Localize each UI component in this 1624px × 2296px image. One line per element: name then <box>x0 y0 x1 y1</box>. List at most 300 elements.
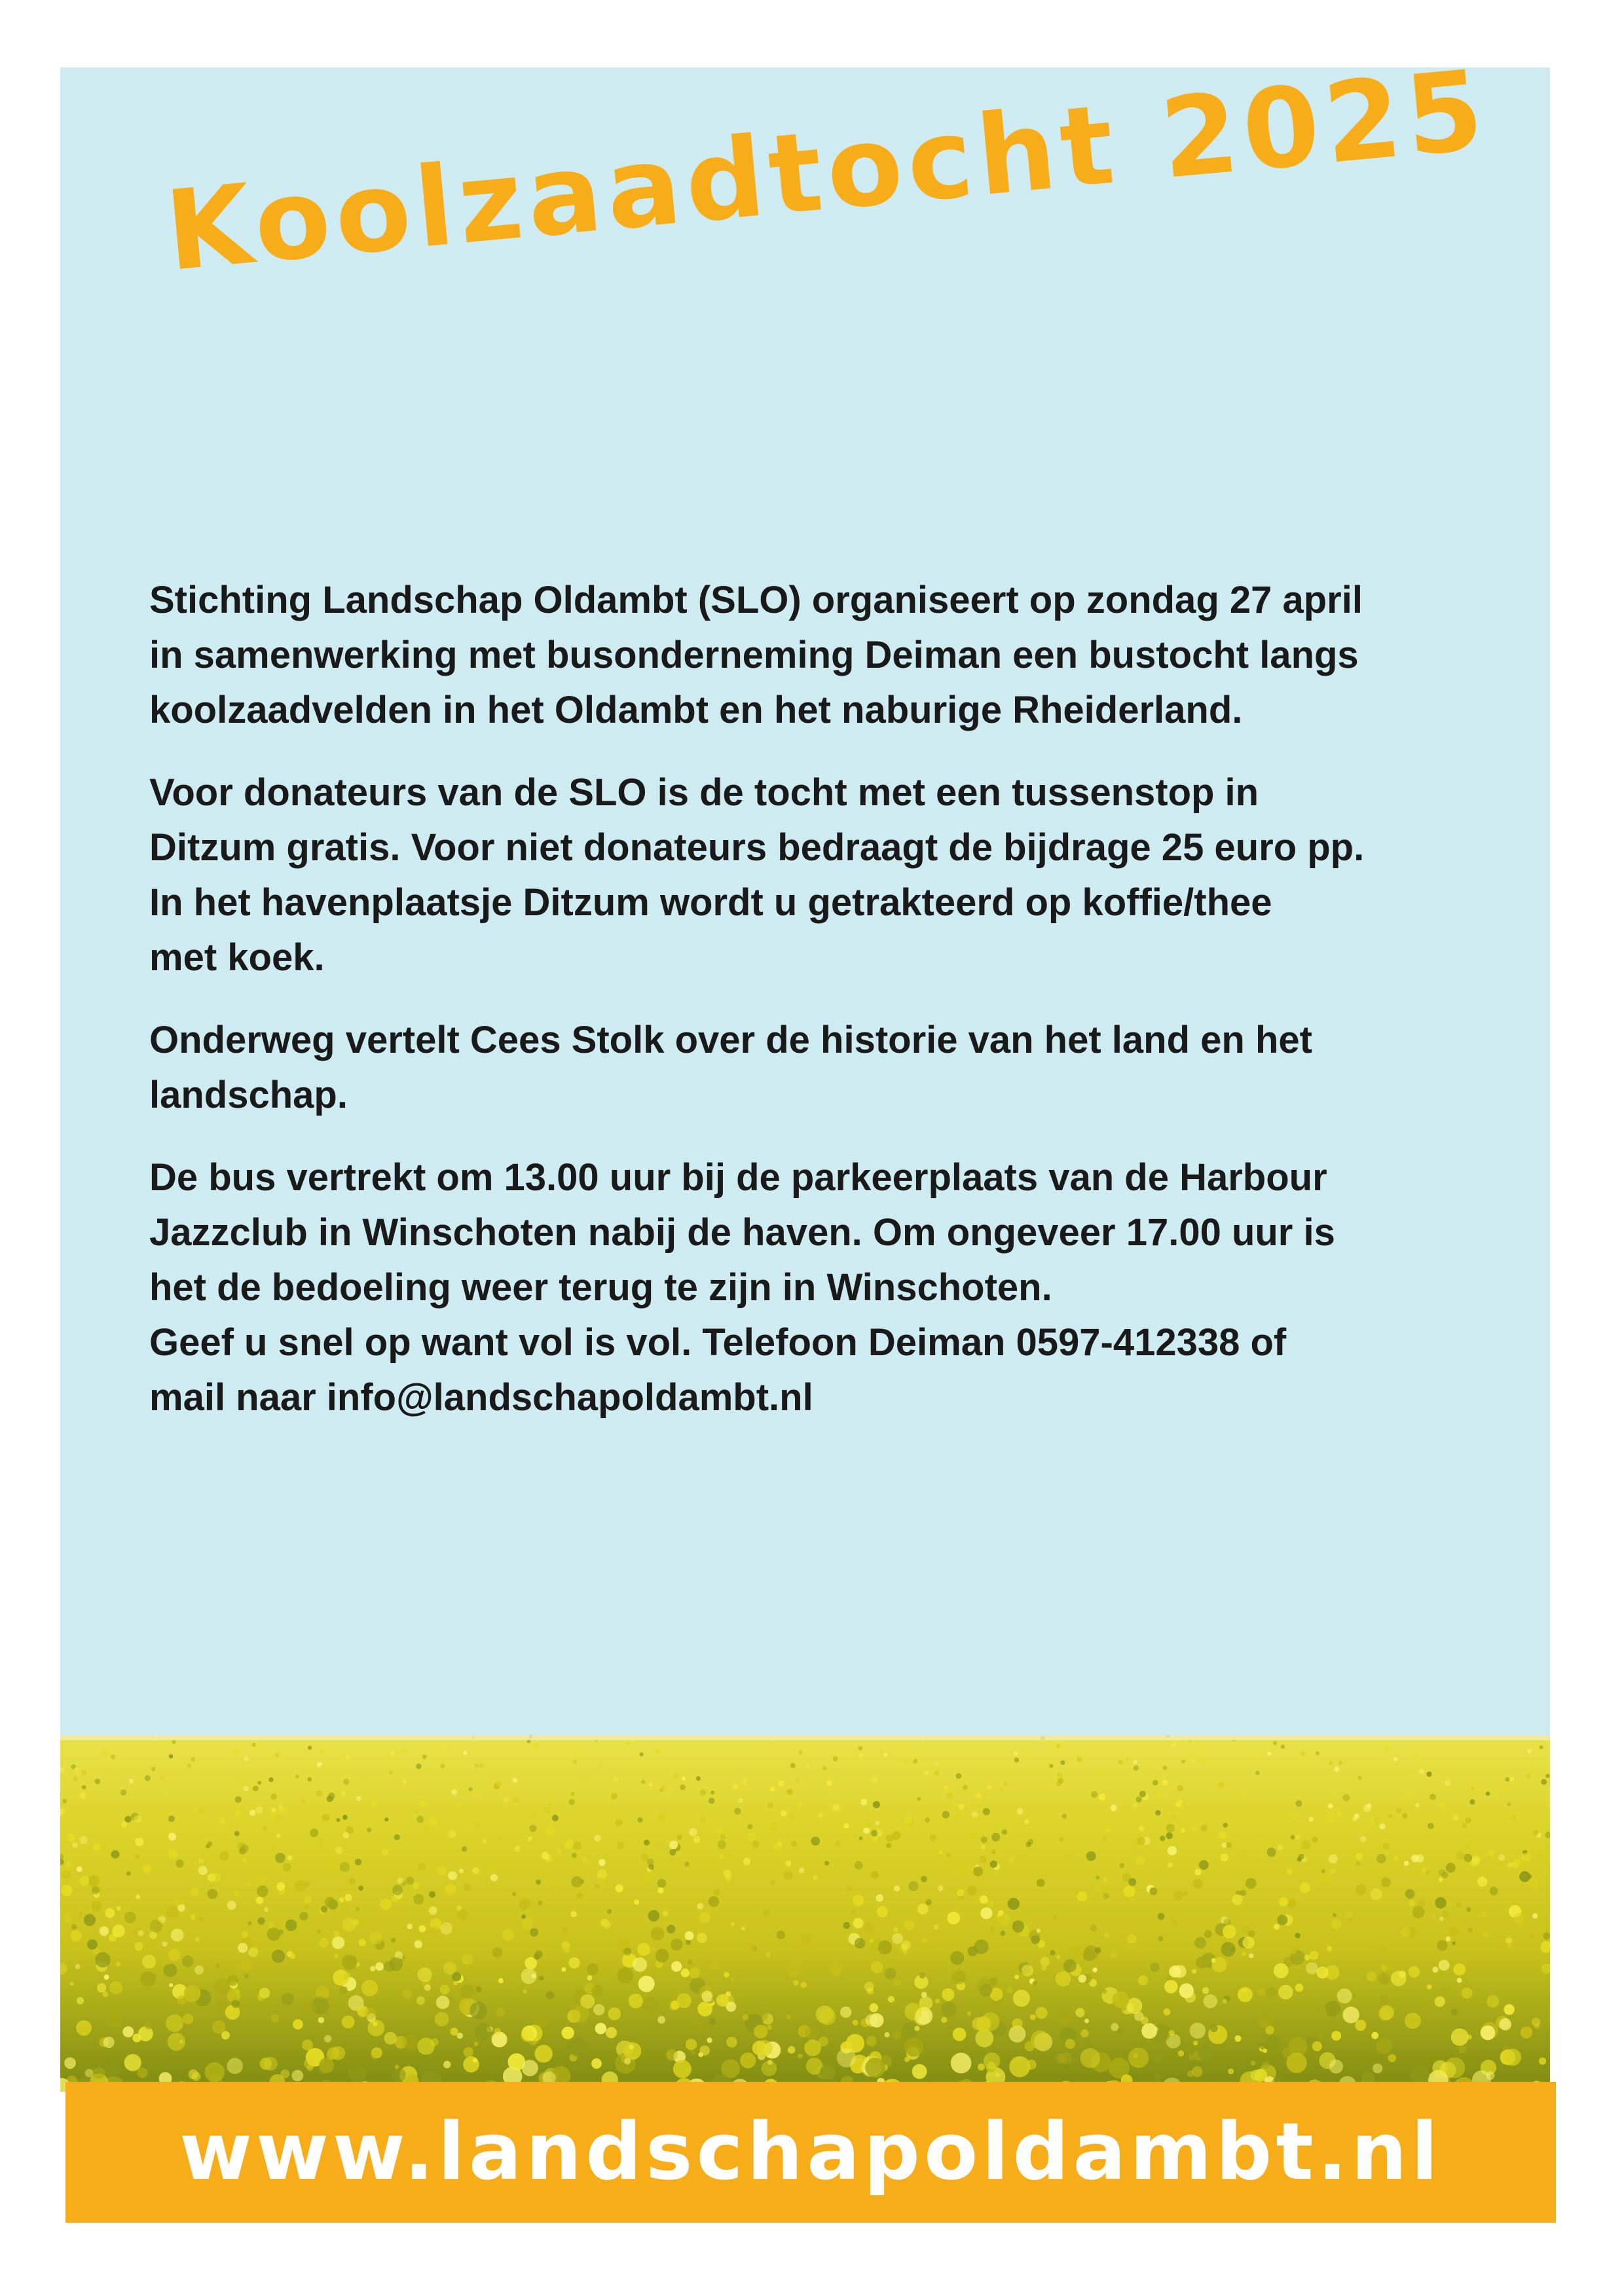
flower-dot <box>1451 2009 1458 2015</box>
flower-dot <box>1373 2064 1382 2073</box>
flower-dot <box>870 2003 879 2013</box>
flower-dot <box>1526 1774 1531 1779</box>
flower-dot <box>616 1884 623 1892</box>
flower-dot <box>293 2019 303 2030</box>
flower-dot <box>530 1928 538 1937</box>
flower-dot <box>858 1746 863 1751</box>
flower-dot <box>864 1827 870 1834</box>
flower-dot <box>1158 1913 1165 1920</box>
flower-dot <box>691 2050 695 2055</box>
flower-dot <box>1191 1759 1196 1764</box>
flower-dot <box>304 2058 314 2069</box>
flower-dot <box>1086 1851 1096 1861</box>
flower-dot <box>252 1743 256 1747</box>
flower-dot <box>244 1786 249 1791</box>
flower-dot <box>138 1930 143 1936</box>
flower-dot <box>893 2031 901 2039</box>
flower-dot <box>640 1753 644 1757</box>
flower-dot <box>335 1846 342 1853</box>
flower-dot <box>468 1787 473 1792</box>
flower-dot <box>287 1855 293 1861</box>
flower-dot <box>317 1839 324 1846</box>
flower-dot <box>380 1899 392 1910</box>
flower-dot <box>81 1770 86 1776</box>
flower-dot <box>327 1860 337 1869</box>
flower-dot <box>1299 1854 1304 1860</box>
flower-dot <box>726 2037 737 2048</box>
flower-dot <box>117 1906 121 1911</box>
flower-dot <box>429 1906 437 1915</box>
flower-dot <box>1246 1878 1257 1889</box>
flower-dot <box>235 1796 242 1803</box>
flower-dot <box>1419 1769 1424 1774</box>
flower-dot <box>799 1868 804 1873</box>
flower-dot <box>888 1996 895 2003</box>
flower-dot <box>406 1877 414 1885</box>
flower-dot <box>833 1757 838 1762</box>
flower-dot <box>724 1972 729 1978</box>
flower-dot <box>441 1764 445 1768</box>
flower-dot <box>278 1805 283 1810</box>
flower-dot <box>818 1813 823 1819</box>
flower-dot <box>1219 1832 1226 1839</box>
flower-dot <box>550 1800 555 1804</box>
flower-dot <box>699 1912 710 1923</box>
flower-dot <box>1481 2026 1496 2041</box>
flower-dot <box>166 2014 183 2032</box>
flower-dot <box>781 1810 787 1817</box>
flower-dot <box>112 1925 124 1937</box>
flower-dot <box>521 2029 534 2042</box>
flower-dot <box>76 2020 92 2036</box>
flower-dot <box>1352 1994 1356 1997</box>
flower-dot <box>384 1817 388 1821</box>
flower-dot <box>1379 2005 1394 2020</box>
flower-dot <box>212 2020 226 2034</box>
flower-dot <box>569 2038 588 2057</box>
flower-dot <box>1059 1837 1063 1842</box>
flower-dot <box>436 1995 450 2009</box>
flower-dot <box>1532 1913 1538 1918</box>
flower-dot <box>1035 2007 1047 2019</box>
flower-dot <box>142 1955 156 1969</box>
flower-dot <box>692 2018 707 2033</box>
flower-dot <box>259 1876 267 1884</box>
flower-dot <box>871 1871 879 1879</box>
flower-dot <box>1128 2048 1149 2068</box>
flower-dot <box>1425 1870 1430 1875</box>
flower-dot <box>953 2028 967 2041</box>
flower-dot <box>1327 1946 1332 1951</box>
flower-dot <box>182 1956 194 1967</box>
flower-dot <box>177 1904 185 1912</box>
flower-dot <box>1295 1895 1300 1900</box>
flower-dot <box>1328 1804 1333 1809</box>
flower-dot <box>1103 1836 1107 1841</box>
flower-dot <box>253 1785 259 1791</box>
flower-dot <box>1333 1913 1337 1917</box>
flower-dot <box>766 1952 771 1958</box>
flower-dot <box>982 1825 987 1830</box>
flower-dot <box>1310 1951 1319 1960</box>
flower-dot <box>1456 1851 1464 1859</box>
flower-dot <box>215 1963 220 1968</box>
flower-dot <box>689 1829 697 1836</box>
flower-dot <box>1178 2050 1184 2056</box>
paragraph-intro <box>149 573 1538 738</box>
flower-dot <box>1528 1874 1532 1879</box>
flower-dot <box>93 1843 101 1851</box>
flower-dot <box>1150 1963 1159 1972</box>
flower-dot <box>711 1962 720 1971</box>
text-line: koolzaadvelden in het Oldambt en het naburige Rheiderland. <box>149 689 1243 731</box>
flower-dot <box>1504 2004 1515 2014</box>
flower-dot <box>1126 1757 1130 1761</box>
flower-dot <box>318 2017 325 2024</box>
flower-dot <box>1360 1836 1367 1842</box>
flower-dot <box>731 1922 735 1926</box>
flower-dot <box>1411 2064 1430 2084</box>
flower-dot <box>295 1880 306 1892</box>
flower-dot <box>1312 1836 1318 1842</box>
flower-dot <box>878 1941 893 1955</box>
flower-dot <box>892 1933 903 1944</box>
flower-dot <box>487 1863 497 1873</box>
flower-dot <box>1118 1760 1124 1765</box>
flower-dot <box>1194 1868 1201 1875</box>
flower-dot <box>523 1989 527 1994</box>
flower-dot <box>1442 1910 1449 1918</box>
flower-dot <box>184 1985 201 2002</box>
flower-dot <box>79 1876 89 1886</box>
flower-dot <box>633 1958 647 1972</box>
flower-dot <box>1138 1975 1149 1986</box>
flower-dot <box>662 1863 670 1870</box>
flower-dot <box>1346 1912 1353 1919</box>
flower-dot <box>963 1785 968 1790</box>
flower-dot <box>946 1853 950 1857</box>
flower-dot <box>1338 1761 1343 1766</box>
flower-dot <box>1446 1863 1456 1872</box>
flower-dot <box>991 1833 1000 1842</box>
flower-dot <box>74 1767 79 1772</box>
flower-dot <box>980 1907 992 1919</box>
flower-dot <box>1057 1772 1063 1778</box>
flower-dot <box>1457 1978 1462 1983</box>
flower-dot <box>234 1966 242 1973</box>
flower-dot <box>1226 1842 1232 1848</box>
flower-dot <box>1166 1832 1173 1839</box>
flower-dot <box>1366 1873 1375 1882</box>
flower-dot <box>208 1874 216 1882</box>
flower-dot <box>787 1789 793 1795</box>
flower-dot <box>129 1779 134 1783</box>
flower-dot <box>853 1918 864 1929</box>
flower-dot <box>392 1885 403 1895</box>
paragraph-onderweg <box>149 1013 1538 1123</box>
flower-dot <box>784 1871 793 1880</box>
flower-dot <box>1527 1749 1532 1753</box>
paragraph-donateurs <box>149 765 1538 985</box>
flower-dot <box>1080 2048 1101 2068</box>
flower-dot <box>561 1967 566 1972</box>
flower-dot <box>606 2027 617 2038</box>
flower-dot <box>700 1789 707 1796</box>
flower-dot <box>552 1815 559 1821</box>
flower-dot <box>75 1964 81 1969</box>
flower-dot <box>819 2008 836 2025</box>
flower-dot <box>333 1931 340 1937</box>
flower-dot <box>109 1981 122 1994</box>
flower-dot <box>1483 1931 1488 1937</box>
flower-dot <box>1439 1869 1446 1876</box>
flower-dot <box>402 1748 406 1752</box>
flower-dot <box>872 1777 877 1783</box>
flower-dot <box>111 1755 116 1760</box>
flower-dot <box>843 1922 851 1929</box>
flower-dot <box>978 2064 985 2071</box>
flyer-title: Koolzaadtocht 2025 <box>160 45 1494 296</box>
flower-dot <box>1255 1771 1260 1776</box>
flower-dot <box>457 2033 464 2039</box>
flower-dot <box>820 2064 836 2080</box>
flower-dot <box>474 2042 478 2046</box>
flower-dot <box>370 1966 375 1971</box>
flower-dot <box>1158 1936 1164 1941</box>
flower-dot <box>317 1762 322 1767</box>
flower-dot <box>824 1861 829 1865</box>
flower-dot <box>70 1930 82 1942</box>
flower-dot <box>435 2012 449 2026</box>
flower-dot <box>1063 1959 1077 1973</box>
flower-dot <box>194 1965 204 1975</box>
flower-dot <box>437 1867 447 1876</box>
flower-dot <box>1220 1853 1228 1861</box>
flower-dot <box>967 2011 972 2016</box>
flower-dot <box>1198 2046 1212 2060</box>
flower-dot <box>688 1959 693 1965</box>
flower-dot <box>843 1823 849 1829</box>
flower-dot <box>462 1954 473 1965</box>
flower-dot <box>573 1759 578 1764</box>
flower-dot <box>1488 1850 1494 1856</box>
flower-dot <box>957 1865 965 1873</box>
flower-dot <box>157 1864 161 1868</box>
flower-dot <box>534 1954 540 1959</box>
flower-dot <box>1056 1955 1060 1959</box>
flower-dot <box>169 1754 173 1758</box>
flower-dot <box>1540 1745 1543 1749</box>
flower-dot <box>1407 1795 1412 1800</box>
flower-dot <box>1462 1988 1473 1999</box>
flower-dot <box>522 2060 538 2076</box>
flower-dot <box>989 1926 995 1931</box>
flower-dot <box>562 1927 568 1933</box>
rapeseed-field-icon <box>60 1735 1550 2092</box>
flower-dot <box>502 1929 514 1941</box>
flower-dot <box>697 1933 707 1943</box>
flower-dot <box>977 1978 993 1994</box>
flower-dot <box>1240 1850 1246 1855</box>
flower-dot <box>885 2032 890 2037</box>
flower-dot <box>1139 1791 1146 1797</box>
flower-dot <box>939 1851 943 1855</box>
flower-dot <box>944 1785 948 1789</box>
flower-dot <box>1409 1900 1414 1906</box>
flower-dot <box>1337 1988 1352 2003</box>
flower-dot <box>1376 2037 1393 2054</box>
flower-dot <box>618 1967 634 1984</box>
flower-dot <box>355 1859 361 1865</box>
flower-dot <box>475 1986 481 1992</box>
flower-dot <box>958 1804 964 1810</box>
flower-dot <box>277 1882 286 1891</box>
flower-dot <box>1541 1779 1547 1785</box>
flower-dot <box>1367 1972 1376 1982</box>
flower-dot <box>1388 2054 1396 2062</box>
flower-dot <box>1376 1846 1382 1852</box>
flower-dot <box>317 1930 321 1934</box>
flower-dot <box>855 1861 863 1870</box>
flower-dot <box>334 1954 339 1958</box>
flower-dot <box>1193 2041 1198 2045</box>
flower-dot <box>1060 1760 1065 1765</box>
flower-dot <box>1427 1984 1432 1990</box>
flower-dot <box>1405 1889 1415 1899</box>
flower-dot <box>111 1850 120 1859</box>
flower-dot <box>655 1949 669 1963</box>
flower-dot <box>1471 1856 1480 1865</box>
flower-dot <box>980 1856 987 1863</box>
flower-dot <box>883 1753 887 1757</box>
flower-dot <box>1451 2028 1469 2046</box>
flower-dot <box>981 1845 986 1850</box>
flower-dot <box>666 2049 677 2060</box>
flower-dot <box>572 2005 589 2022</box>
flower-dot <box>965 2044 970 2049</box>
flower-dot <box>96 1870 103 1878</box>
flower-dot <box>875 1821 879 1825</box>
flower-dot <box>473 2058 477 2063</box>
flower-dot <box>1049 1764 1053 1768</box>
flower-dot <box>871 1961 883 1973</box>
flower-dot <box>1176 1802 1181 1807</box>
flower-dot <box>299 1912 308 1920</box>
flower-dot <box>1453 1963 1466 1976</box>
flower-dot <box>205 2062 225 2082</box>
flower-dot <box>72 1842 78 1848</box>
flower-dot <box>638 1976 655 1992</box>
flower-dot <box>1056 1744 1060 1748</box>
flower-dot <box>192 2072 201 2081</box>
flower-dot <box>1120 1863 1124 1868</box>
flower-dot <box>66 1861 72 1867</box>
flower-dot <box>348 2064 367 2083</box>
flower-dot <box>463 2056 479 2073</box>
flower-dot <box>69 1982 73 1986</box>
flower-dot <box>1393 1856 1399 1861</box>
flower-dot <box>710 1791 714 1795</box>
flower-dot <box>324 2035 331 2042</box>
flower-dot <box>416 1764 421 1769</box>
flower-dot <box>726 1992 731 1997</box>
flower-dot <box>1117 2028 1124 2035</box>
flower-dot <box>344 1894 352 1901</box>
flower-dot <box>1462 1823 1467 1828</box>
flower-dot <box>389 1958 403 1971</box>
flower-dot <box>1171 1920 1177 1926</box>
flower-dot <box>853 2020 858 2026</box>
flower-dot <box>1332 1920 1342 1929</box>
flower-dot <box>297 2005 306 2014</box>
flower-dot <box>851 1909 856 1914</box>
flower-dot <box>512 1892 517 1897</box>
flower-dot <box>79 1911 83 1915</box>
flower-dot <box>934 1771 938 1776</box>
flower-dot <box>282 1993 294 2005</box>
flower-dot <box>1192 1969 1196 1974</box>
flower-dot <box>682 1777 686 1781</box>
flower-dot <box>767 2060 773 2065</box>
flower-dot <box>247 1882 251 1886</box>
flower-dot <box>1281 1745 1285 1749</box>
flower-dot <box>893 1927 898 1933</box>
flower-dot <box>422 1755 427 1759</box>
flower-dot <box>235 1989 240 1994</box>
flower-dot <box>1469 1780 1474 1785</box>
flower-dot <box>832 1804 840 1812</box>
flower-dot <box>1080 2030 1089 2038</box>
flower-dot <box>1273 1741 1277 1745</box>
flower-dot <box>571 1911 577 1917</box>
flower-dot <box>415 1810 418 1813</box>
flower-dot <box>542 1852 549 1860</box>
flower-dot <box>163 1963 177 1977</box>
flower-dot <box>151 1767 156 1772</box>
flower-dot <box>805 1763 809 1767</box>
flower-dot <box>1466 1817 1471 1823</box>
flower-dot <box>291 2070 303 2082</box>
text-line: Voor donateurs van de SLO is de tocht met een tussenstop in <box>149 771 1259 814</box>
flower-dot <box>85 2069 94 2077</box>
flower-dot <box>604 1922 611 1929</box>
flower-dot <box>342 1815 348 1820</box>
flower-dot <box>681 1969 690 1977</box>
flower-dot <box>1096 1876 1099 1880</box>
flower-dot <box>892 1831 900 1840</box>
flower-dot <box>1266 1987 1276 1997</box>
flower-dot <box>793 1980 799 1986</box>
flower-dot <box>733 1784 739 1790</box>
flower-dot <box>264 1907 268 1912</box>
flower-dot <box>328 1793 335 1800</box>
flower-dot <box>1530 1934 1534 1938</box>
flower-dot <box>925 1817 930 1823</box>
flower-dot <box>290 1954 295 1959</box>
flower-dot <box>1248 1930 1255 1937</box>
website-url-link[interactable]: www.landschapoldambt.nl <box>179 2107 1442 2198</box>
flower-dot <box>1445 2058 1466 2079</box>
flower-dot <box>724 1870 731 1878</box>
flower-dot <box>795 1778 800 1783</box>
flower-dot <box>327 2050 337 2060</box>
flower-dot <box>116 1961 120 1966</box>
flower-dot <box>1274 1963 1289 1978</box>
flower-dot <box>1077 1757 1082 1762</box>
flower-dot <box>864 1922 874 1933</box>
flower-dot <box>470 2002 487 2020</box>
flower-dot <box>634 1899 639 1904</box>
